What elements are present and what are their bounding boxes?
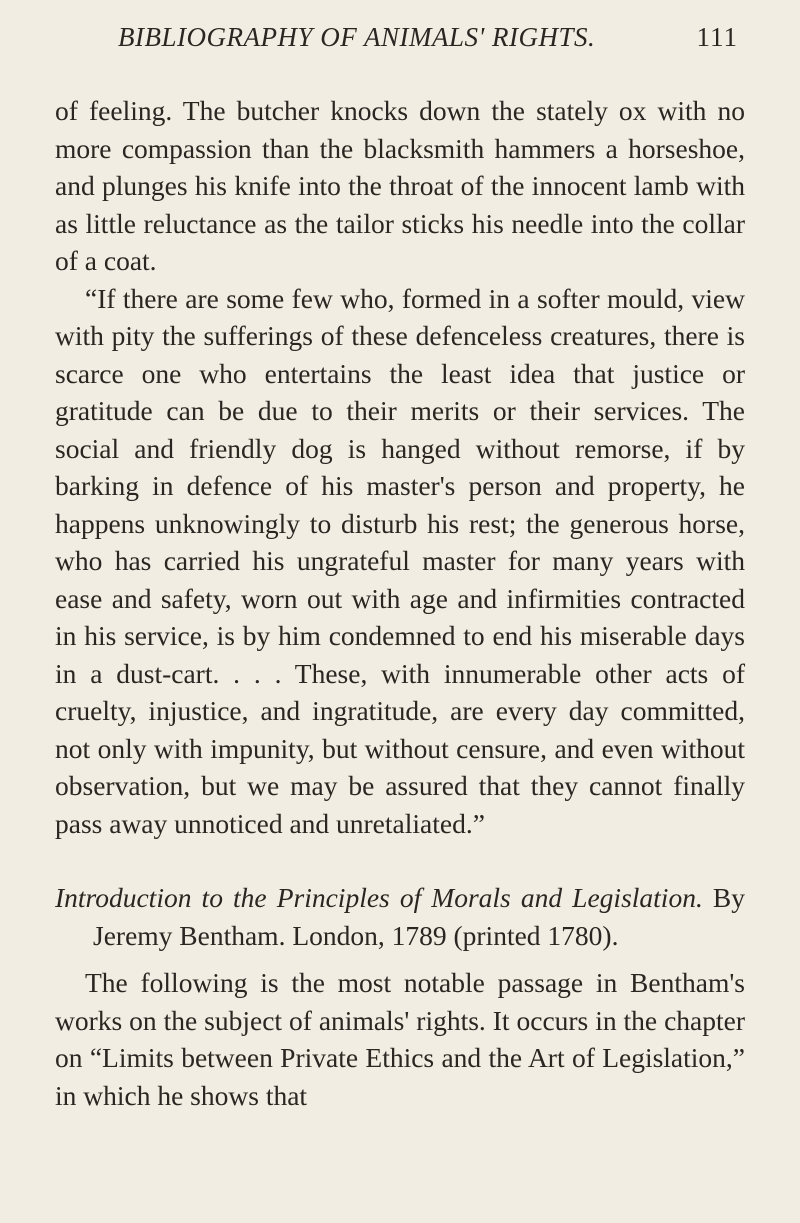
page-number: 111 bbox=[696, 22, 738, 52]
paragraph-quotation: “If there are some few who, formed in a softer mould, view with pity the sufferings of these defenceless creatures, there is scarce one who entertains the least idea that justice or gratitude can be due to their merits or their services. The social and friendly dog is hanged without remorse, if by barking in defence of his master's person and property, he happens unknowingly to disturb his rest; the generous horse, who has carried his ungrateful master for many years with ease and safety, worn out with age and infirmities contracted in his service, is by him condemned to end his miserable days in a dust-cart. . . . These, with innumerable other acts of cruelty, injustice, and ingratitude, are every day committed, not only with impunity, but without censure, and even without observation, but we may be assured that they cannot finally pass away unnoticed and unretaliated.” bbox=[55, 282, 745, 839]
body-text bbox=[55, 92, 745, 1114]
paragraph-continued: of feeling. The butcher knocks down the stately ox with no more compassion than the blacksmith hammers a horseshoe, and plunges his knife into the throat of the innocent lamb with as little reluctance as the tailor sticks his needle into the collar of a coat. bbox=[55, 95, 745, 276]
paragraph-commentary: The following is the most notable passage in Bentham's works on the subject of animals' rights. It occurs in the chapter on “Limits between Private Ethics and the Art of Legislation,” in which he shows that bbox=[55, 967, 745, 1111]
citation-details: By Jeremy Bentham. London, 1789 (printed 1780). bbox=[93, 882, 746, 951]
citation-title: Introduction to the Principles of Morals and Legislation. bbox=[55, 882, 703, 913]
running-head bbox=[118, 22, 738, 62]
running-title: BIBLIOGRAPHY OF ANIMALS' RIGHTS. bbox=[118, 22, 596, 52]
bibliography-entry bbox=[55, 879, 745, 954]
